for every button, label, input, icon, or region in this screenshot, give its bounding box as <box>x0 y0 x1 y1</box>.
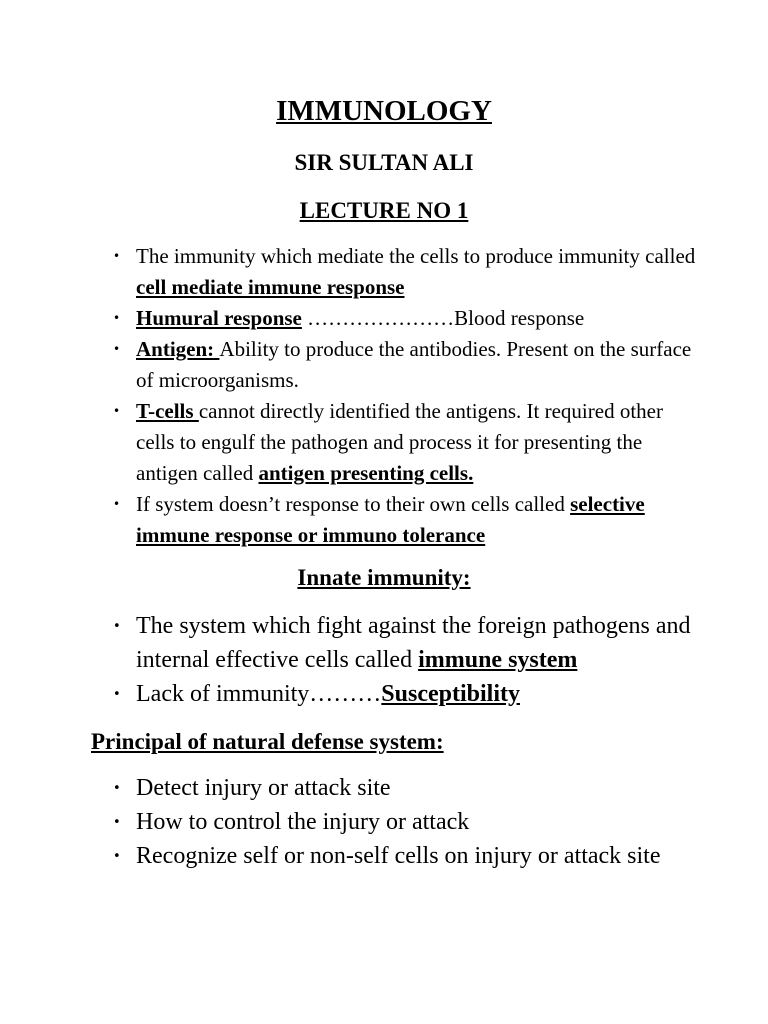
bullet-icon: • <box>113 249 121 263</box>
key-term: Susceptibility <box>381 681 520 707</box>
lecture-number: LECTURE NO 1 <box>299 198 469 223</box>
item-text: cannot directly identified the antigens. It required other cells to engulf the pathogen and process it for presenting the antigen called <box>136 399 663 485</box>
item-text: Lack of immunity……… <box>136 681 382 707</box>
bullet-icon: • <box>113 404 121 418</box>
list-item <box>113 334 696 396</box>
author-line: SIR SULTAN ALI <box>294 150 474 175</box>
list-item <box>113 609 696 677</box>
key-term: selective immune response or immuno tolerance <box>136 492 645 547</box>
document-title: IMMUNOLOGY <box>276 95 492 127</box>
list-item <box>113 396 696 489</box>
key-term: Humural response <box>136 306 302 330</box>
item-text: The immunity which mediate the cells to produce immunity called <box>136 244 696 268</box>
list-item <box>113 303 696 334</box>
bullet-icon: • <box>113 687 121 702</box>
list-item <box>113 241 696 303</box>
intro-bullet-list <box>113 241 696 551</box>
list-item <box>113 489 696 551</box>
bullet-icon: • <box>113 497 121 511</box>
innate-bullet-list <box>113 609 696 711</box>
bullet-icon: • <box>113 815 121 830</box>
key-term: Antigen: <box>136 337 220 361</box>
item-text: …………………Blood response <box>301 306 585 330</box>
item-text: Ability to produce the antibodies. Present on the surface of microorganisms. <box>136 337 692 392</box>
key-term: T-cells <box>136 399 199 423</box>
item-text: Recognize self or non-self cells on injury or attack site <box>136 843 661 869</box>
list-item <box>113 771 676 805</box>
item-text: If system doesn’t response to their own cells called <box>136 492 571 516</box>
defense-bullet-list <box>113 771 676 873</box>
key-term: antigen presenting cells. <box>258 461 474 485</box>
innate-immunity-heading: Innate immunity: <box>297 565 471 590</box>
key-term: cell mediate immune response <box>136 275 405 299</box>
item-text: How to control the injury or attack <box>136 809 470 835</box>
list-item <box>113 839 676 873</box>
list-item <box>113 677 696 711</box>
item-text: Detect injury or attack site <box>136 775 391 801</box>
key-term: immune system <box>418 647 578 673</box>
principal-heading: Principal of natural defense system: <box>91 729 444 754</box>
bullet-icon: • <box>113 342 121 356</box>
list-item <box>113 805 676 839</box>
item-text: The system which fight against the foreign pathogens and internal effective cells called <box>136 613 691 673</box>
bullet-icon: • <box>113 849 121 864</box>
bullet-icon: • <box>113 311 121 325</box>
bullet-icon: • <box>113 781 121 796</box>
bullet-icon: • <box>113 619 121 634</box>
